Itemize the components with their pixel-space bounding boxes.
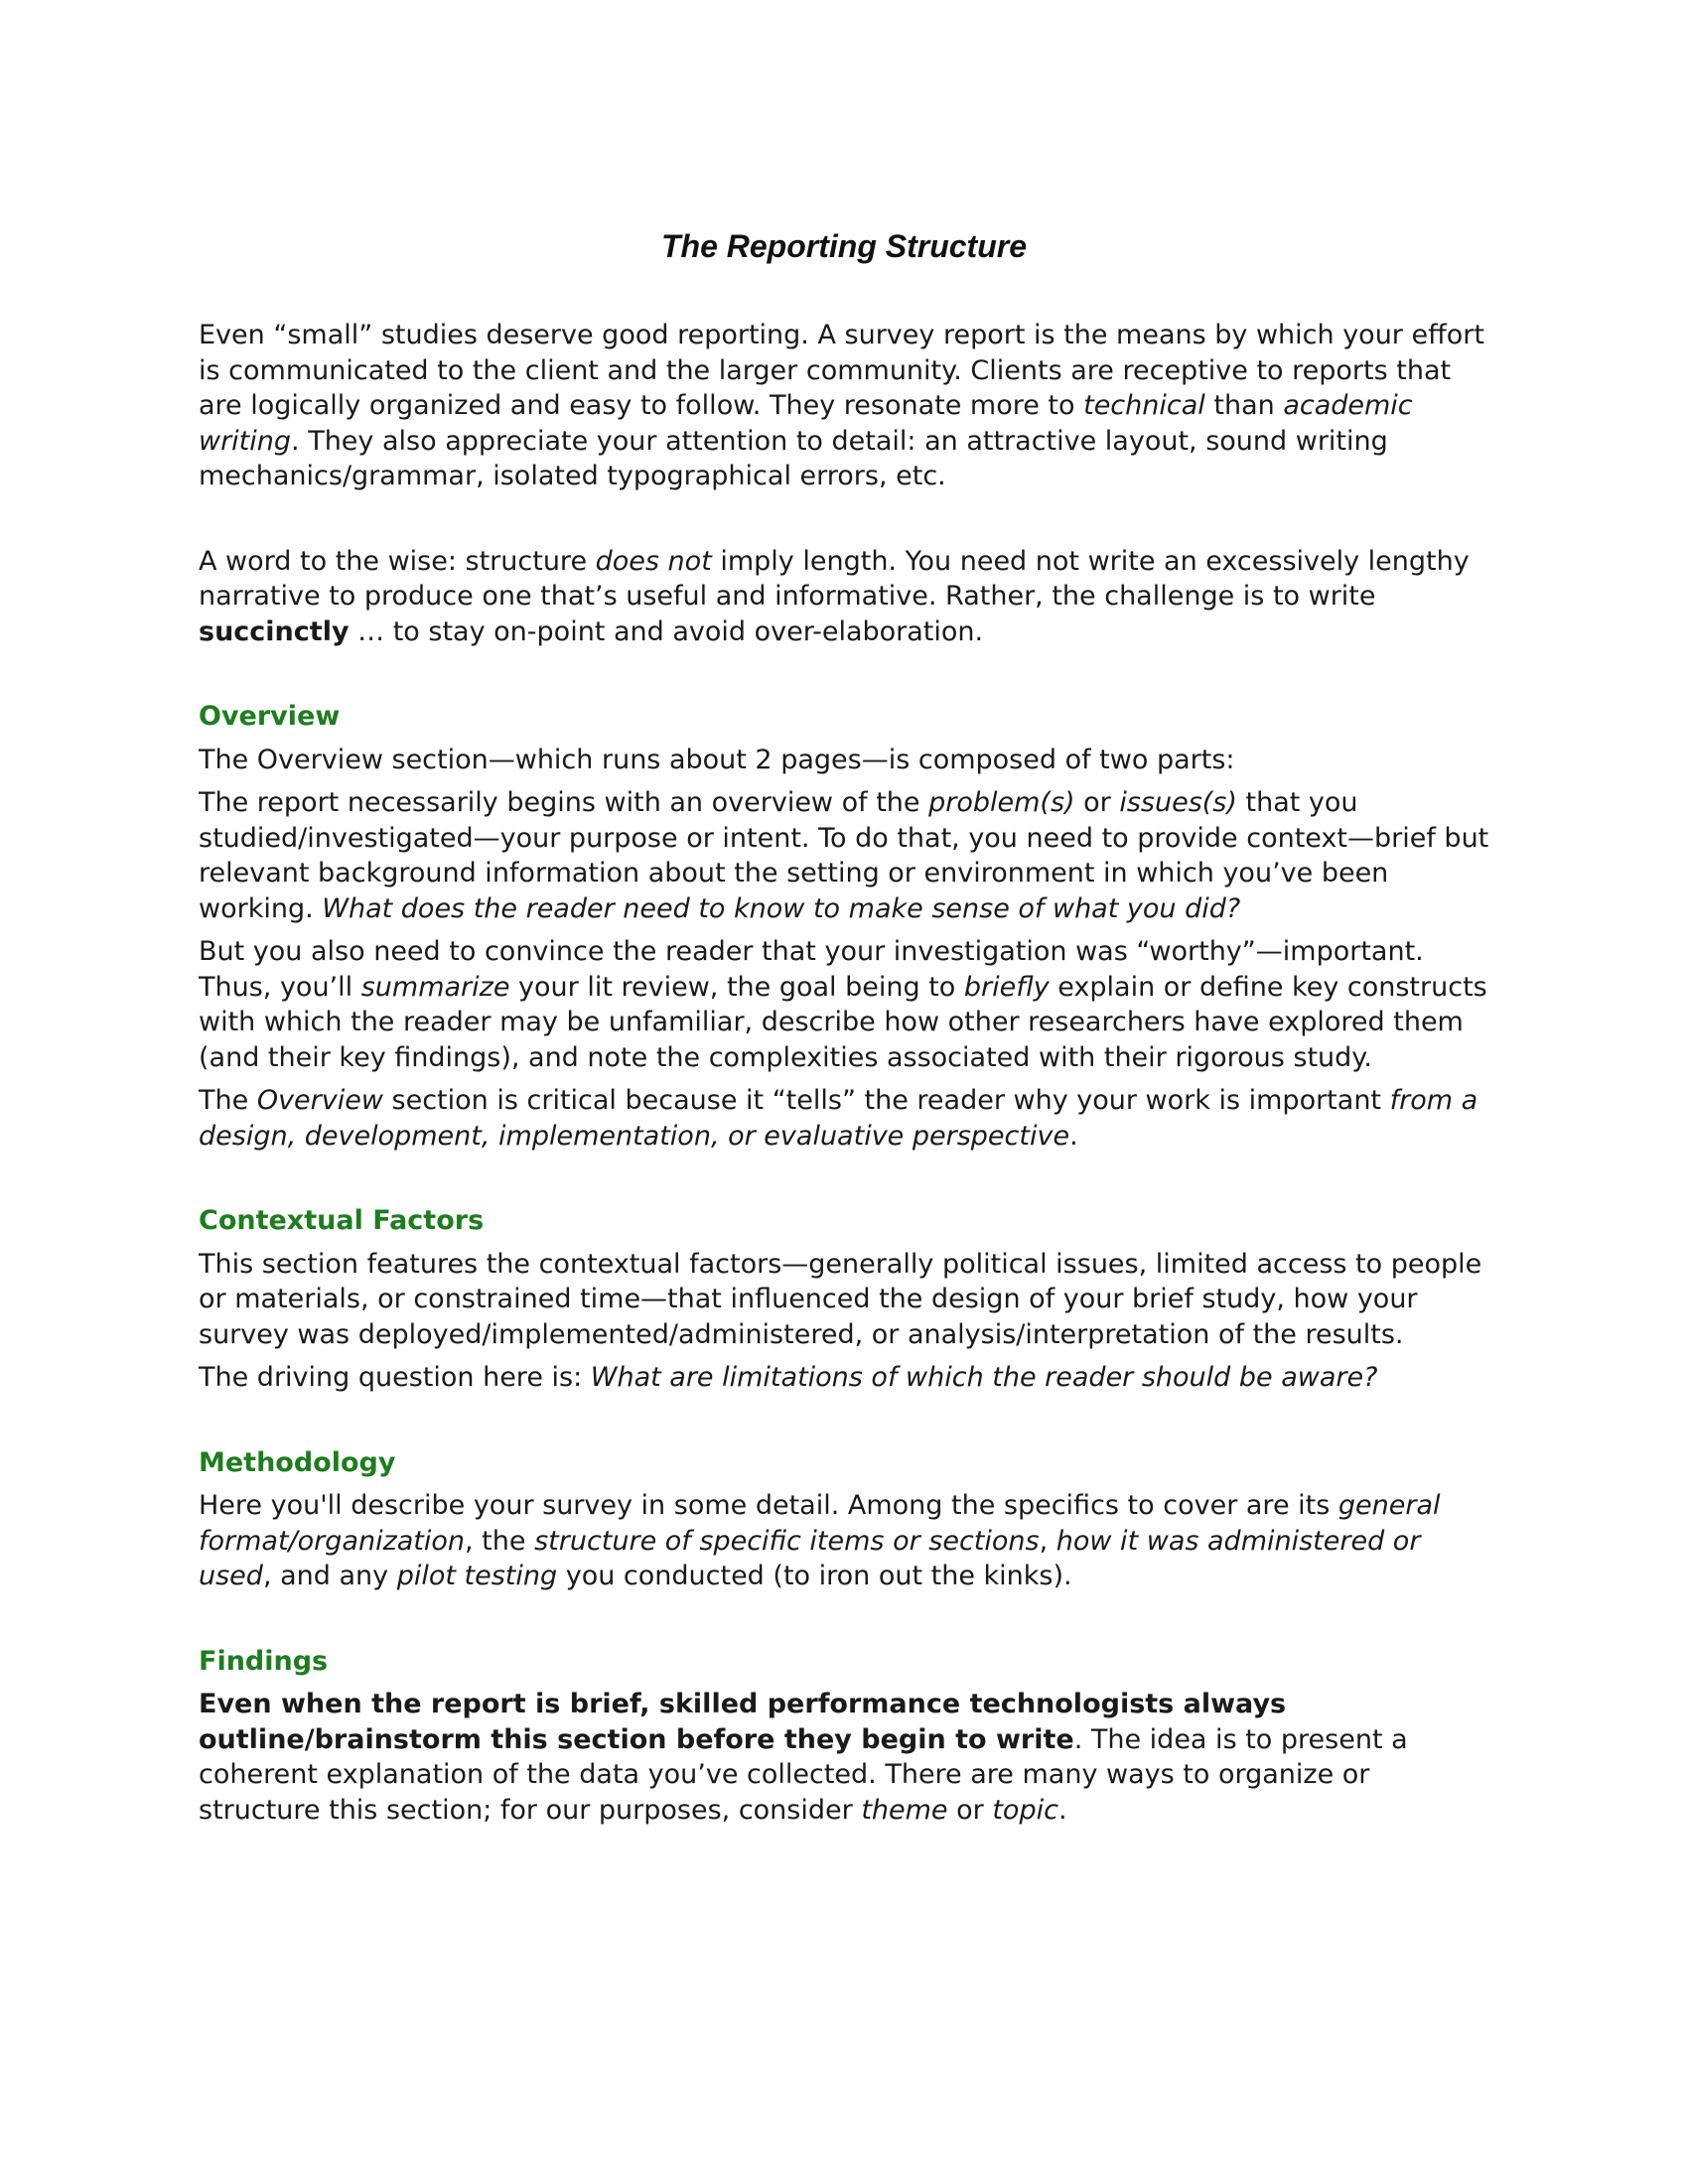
text-run: But you also need to convince the reader that your investigation was “worthy”—important. Thus, you’ll [199, 936, 1424, 1003]
italic-text: from a design, development, implementation, or evaluative perspective [199, 1085, 1478, 1152]
italic-text: structure of specific items or sections [534, 1525, 1040, 1557]
text-run: … to stay on-point and avoid over-elaboration. [349, 615, 984, 647]
text-run: This section features the contextual factors—generally political issues, limited access to people or materials, or constrained time—that influenced the design of your brief study, how your survey was deployed/implemented/administered, or analysis/interpretation of the results. [199, 1248, 1482, 1350]
italic-text: theme [861, 1794, 948, 1826]
italic-text: pilot testing [396, 1561, 558, 1591]
italic-text: Overview [256, 1085, 383, 1116]
text-run: Even “small” studies deserve good reporting. A survey report is the means by which your effort is communicated to the client and the larger community. Clients are receptive to reports that are logically organized and easy to follow. They resonate more to [199, 320, 1484, 421]
text-run: , the [465, 1525, 535, 1557]
text-run: imply length. You need not write an excessively lengthy narrative to produce one that’s useful and informative. Rather, the challenge is to write [199, 545, 1470, 612]
text-run: Here you'll describe your survey in some detail. Among the specifics to cover are its [199, 1490, 1338, 1521]
text-run: or [947, 1794, 993, 1826]
text-run: . The idea is to present a coherent explanation of the data you’ve collected. There are many ways to organize or structure this section; for our purposes, consider [199, 1723, 1408, 1826]
italic-text: problem(s) [928, 787, 1075, 818]
italic-text: What does the reader need to know to make sense of what you did? [322, 892, 1241, 924]
text-run: you conducted (to iron out the kinks). [557, 1561, 1072, 1591]
text-run: . They also appreciate your attention to detail: an attractive layout, sound writing mechanics/grammar, isolated typographical errors, etc. [199, 425, 1388, 491]
methodology-paragraph-1 [199, 1488, 1489, 1594]
text-run: . [1057, 1794, 1067, 1826]
italic-text: topic [992, 1794, 1058, 1826]
italic-text: briefly [963, 971, 1050, 1003]
text-run: The [199, 1085, 257, 1116]
text-run: The Overview section—which runs about 2 pages—is composed of two parts: [199, 744, 1235, 775]
findings-paragraph-1 [199, 1687, 1489, 1828]
text-run: . [1069, 1120, 1078, 1152]
section-heading-findings: Findings [199, 1645, 329, 1677]
intro-paragraph-2 [199, 544, 1489, 650]
italic-text: technical [1083, 390, 1205, 421]
text-run: section is critical because it “tells” the reader why your work is important [382, 1085, 1390, 1116]
italic-text: issues(s) [1119, 787, 1237, 818]
overview-paragraph-2 [199, 785, 1489, 926]
contextual-factors-paragraph-2 [199, 1360, 1489, 1396]
section-heading-methodology: Methodology [199, 1446, 396, 1478]
italic-text: academic writing [199, 390, 1413, 457]
document-body [199, 318, 1489, 1828]
section-heading-contextual-factors: Contextual Factors [199, 1205, 485, 1236]
section-heading-overview: Overview [199, 701, 341, 732]
contextual-factors-paragraph-1 [199, 1247, 1489, 1353]
text-run: or [1074, 787, 1120, 818]
intro-paragraph-1 [199, 318, 1489, 494]
italic-text: does not [595, 545, 712, 577]
text-run: your lit review, the goal being to [509, 971, 964, 1003]
overview-paragraph-4 [199, 1083, 1489, 1154]
document-page [199, 0, 1489, 2184]
text-run: The driving question here is: [199, 1362, 591, 1393]
italic-text: general format/organization [199, 1490, 1441, 1557]
text-run: that you studied/investigated—your purpose or intent. To do that, you need to provide context—brief but relevant background information about the setting or environment in which you’ve been working. [199, 787, 1489, 924]
overview-paragraph-3 [199, 934, 1489, 1075]
italic-text: What are limitations of which the reader should be aware? [590, 1362, 1378, 1393]
text-run: than [1204, 390, 1284, 421]
text-run: , [1039, 1525, 1056, 1557]
bold-text: succinctly [199, 615, 350, 647]
text-run: , and any [262, 1561, 397, 1591]
text-run: The report necessarily begins with an overview of the [199, 787, 929, 818]
document-title: The Reporting Structure [660, 228, 1027, 264]
overview-paragraph-1 [199, 743, 1489, 778]
text-run: explain or define key constructs with which the reader may be unfamiliar, describe how other researchers have explored them (and their key findings), and note the complexities associated with their rigorous study. [199, 971, 1487, 1073]
italic-text: how it was administered or used [199, 1525, 1421, 1591]
text-run: A word to the wise: structure [199, 545, 596, 577]
italic-text: summarize [360, 971, 510, 1003]
bold-text: Even when the report is brief, skilled performance technologists always outline/brainstorm this section before they begin to write [199, 1689, 1287, 1755]
